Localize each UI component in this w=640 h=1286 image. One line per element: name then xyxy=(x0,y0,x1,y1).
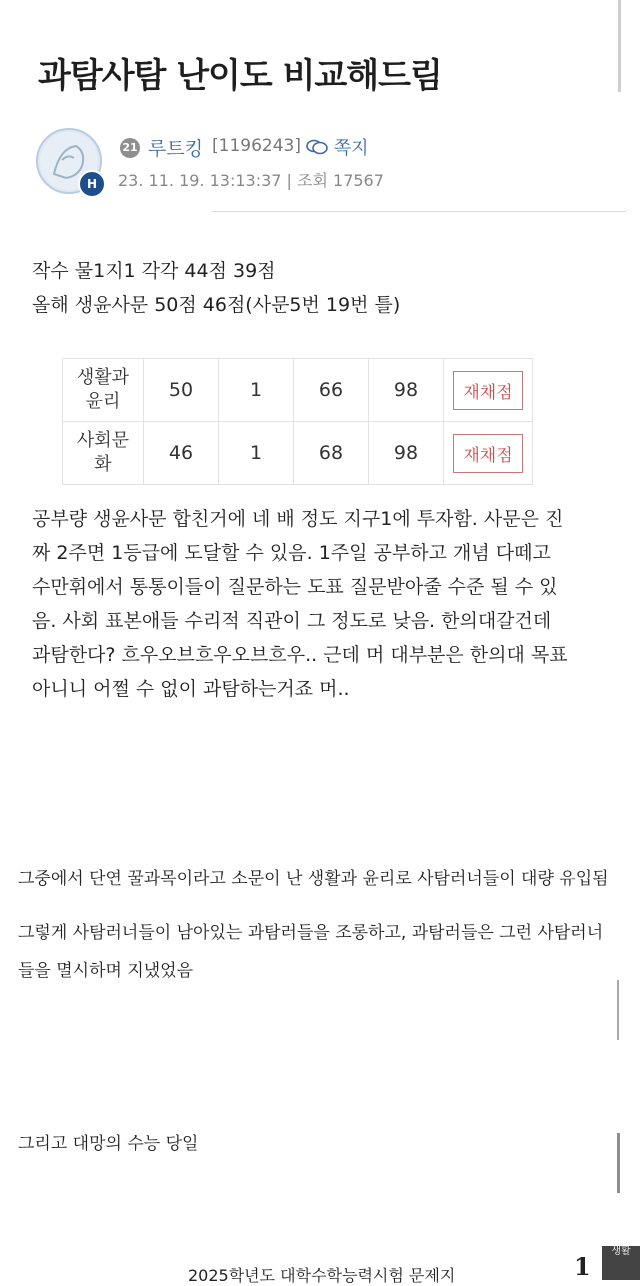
percentile-cell: 98 xyxy=(369,422,444,485)
exam-page-number: 1 xyxy=(574,1252,591,1281)
paragraph-line: 짜 2주면 1등급에 도달할 수 있음. 1주일 공부하고 개념 다떼고 xyxy=(32,542,551,564)
score-table xyxy=(62,358,533,485)
author-name[interactable]: 루트킹 xyxy=(148,138,204,160)
rescore-cell xyxy=(444,422,533,485)
level-badge: 21 xyxy=(120,138,140,158)
caption-line-1: 그중에서 단연 꿀과목이라고 소문이 난 생활과 윤리로 사탐러너들이 대량 유입됨 xyxy=(18,869,609,889)
exam-sheet-title: 2025학년도 대학수학능력시험 문제지 xyxy=(188,1266,456,1285)
paragraph-line: 수만휘에서 통통이들이 질문하는 도표 질문받아줄 수준 될 수 있 xyxy=(32,576,558,598)
divider xyxy=(212,211,626,212)
raw-score-cell: 46 xyxy=(144,422,219,485)
post-title: 과탐사탐 난이도 비교해드림 xyxy=(38,56,442,96)
raw-score-cell: 50 xyxy=(144,359,219,422)
rescore-cell xyxy=(444,359,533,422)
table-row xyxy=(63,422,533,485)
page-edge-line xyxy=(617,1133,620,1193)
message-label: 쪽지 xyxy=(333,138,369,159)
subject-line2: 화 xyxy=(94,454,112,475)
subject-cell xyxy=(63,359,144,422)
paragraph-line: 음. 사회 표본애들 수리적 직관이 그 정도로 낮음. 한의대갈건데 xyxy=(32,610,552,632)
subject-line2: 윤리 xyxy=(85,391,121,412)
caption-line-3: 그리고 대망의 수능 당일 xyxy=(18,1134,199,1154)
page-edge-line xyxy=(618,0,621,92)
avatar-badge: H xyxy=(78,170,106,198)
grade-cell: 1 xyxy=(219,422,294,485)
message-button[interactable] xyxy=(306,134,369,160)
table-row xyxy=(63,359,533,422)
caption-line-2a: 그렇게 사탐러너들이 남아있는 과탐러들을 조롱하고, 과탐러들은 그런 사탐러너 xyxy=(18,923,604,943)
chat-icon xyxy=(306,139,328,155)
author-id: [1196243] xyxy=(212,136,301,156)
post-meta: 23. 11. 19. 13:13:37 | 조회 17567 xyxy=(118,171,384,190)
standard-score-cell: 68 xyxy=(294,422,369,485)
rescore-button[interactable]: 재채점 xyxy=(453,434,522,473)
standard-score-cell: 66 xyxy=(294,359,369,422)
percentile-cell: 98 xyxy=(369,359,444,422)
body-line-1: 작수 물1지1 각각 44점 39점 xyxy=(32,260,276,282)
rescore-button[interactable]: 재채점 xyxy=(453,371,522,410)
paragraph-line: 아니니 어쩔 수 없이 과탐하는거죠 머.. xyxy=(32,678,350,700)
subject-cell xyxy=(63,422,144,485)
caption-line-2b: 들을 멸시하며 지냈었음 xyxy=(18,961,194,981)
subject-line1: 생활과 xyxy=(76,367,130,388)
subject-side-tab: 생활 xyxy=(602,1246,640,1280)
paragraph-line: 과탐한다? 흐우오브흐우오브흐우.. 근데 머 대부분은 한의대 목표 xyxy=(32,644,568,666)
subject-line1: 사회문 xyxy=(76,430,130,451)
grade-cell: 1 xyxy=(219,359,294,422)
paragraph-line: 공부량 생윤사문 합친거에 네 배 정도 지구1에 투자함. 사문은 진 xyxy=(32,508,564,530)
page-edge-line xyxy=(617,980,619,1040)
body-line-2: 올해 생윤사문 50점 46점(사문5번 19번 틀) xyxy=(32,294,401,316)
